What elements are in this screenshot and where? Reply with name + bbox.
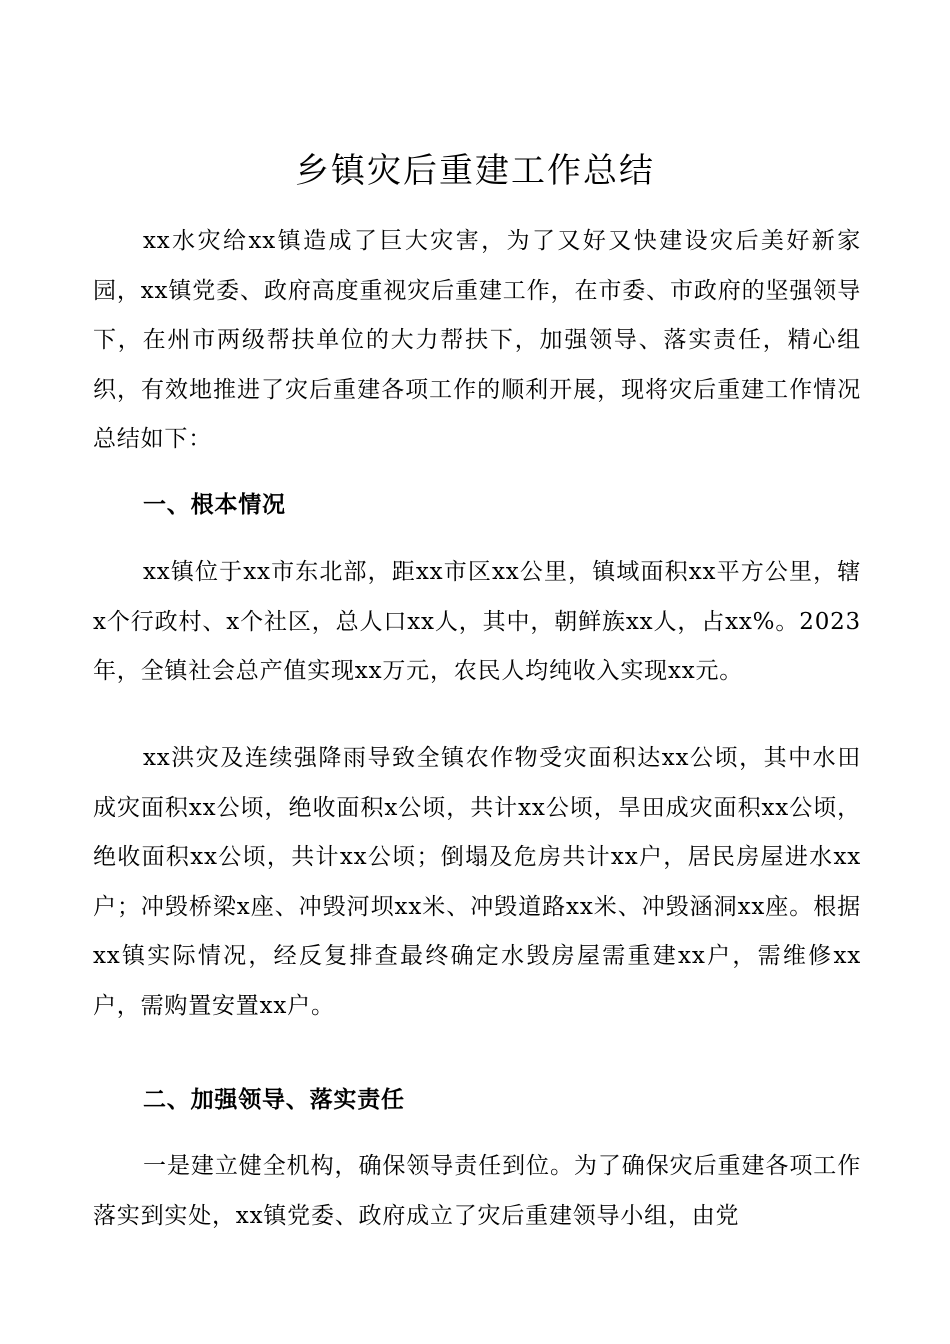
section-heading-basic-situation: 一、根本情况 — [143, 492, 286, 518]
document-title: 乡镇灾后重建工作总结 — [295, 151, 655, 191]
section1-paragraph-damage: xx洪灾及连续强降雨导致全镇农作物受灾面积达xx公顷，其中水田成灾面积xx公顷，绝收面积x公顷，共计xx公顷，旱田成灾面积xx公顷，绝收面积xx公顷，共计xx公顷；倒塌及危房共计xx户，居民房屋进水xx户；冲毁桥梁x座、冲毁河坝xx米、冲毁道路xx米、冲毁涵洞xx座。根据xx镇实际情况，经反复排查最终确定水毁房屋需重建xx户，需维修xx户，需购置安置xx户。 — [93, 745, 861, 1019]
section1-paragraph-overview: xx镇位于xx市东北部，距xx市区xx公里，镇域面积xx平方公里，辖x个行政村、x个社区，总人口xx人，其中，朝鲜族xx人，占xx%。2023年，全镇社会总产值实现xx万元，农民人均纯收入实现xx元。 — [93, 559, 861, 684]
section2-paragraph-organization: 一是建立健全机构，确保领导责任到位。为了确保灾后重建各项工作落实到实处，xx镇党委、政府成立了灾后重建领导小组，由党 — [93, 1153, 861, 1229]
intro-paragraph: xx水灾给xx镇造成了巨大灾害，为了又好又快建设灾后美好新家园，xx镇党委、政府高度重视灾后重建工作，在市委、市政府的坚强领导下，在州市两级帮扶单位的大力帮扶下，加强领导、落实责任，精心组织，有效地推进了灾后重建各项工作的顺利开展，现将灾后重建工作情况总结如下： — [93, 228, 861, 452]
section-heading-leadership: 二、加强领导、落实责任 — [143, 1087, 405, 1113]
